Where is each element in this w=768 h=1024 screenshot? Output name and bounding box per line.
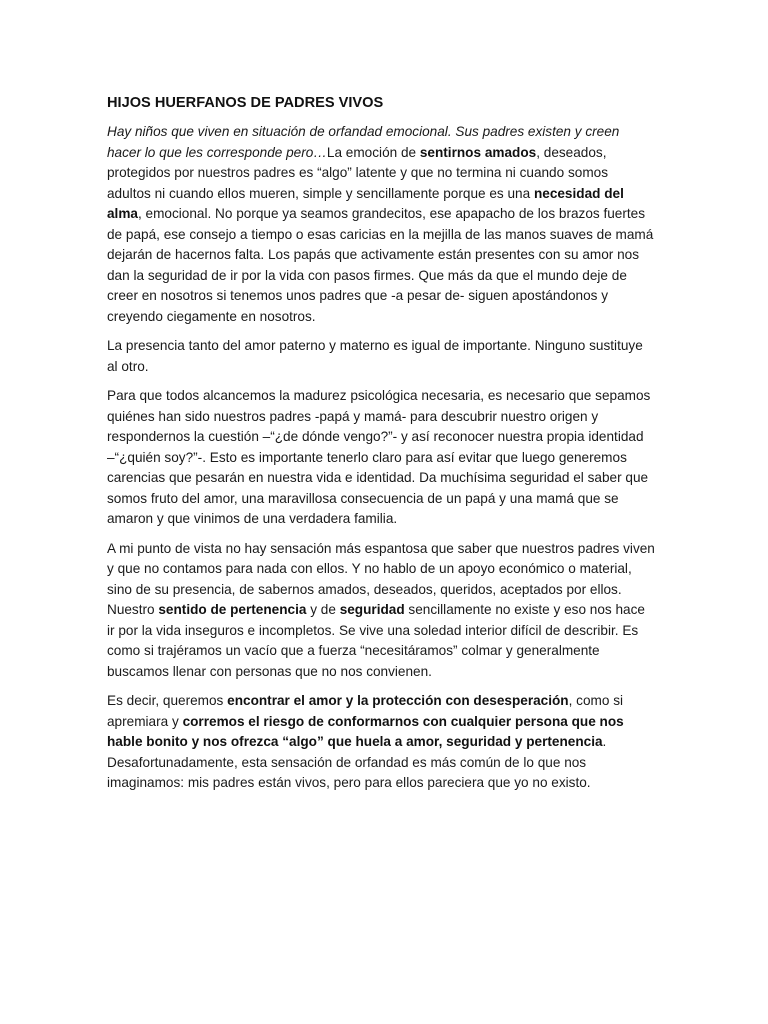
bold-corremos-el-riesgo: corremos el riesgo de conformarnos con cualquier persona que nos hable bonito y nos ofrezca “algo” que huela a amor, seguridad y pertenencia — [107, 713, 624, 749]
paragraph-4-text-3: sencillamente no existe y eso nos hace ir por la vida inseguros e incompletos. Se vive una soledad interior difícil de describir. Es como si trajéramos un vacío que a fuerza “necesitáramos” colmar y generalmente buscamos llenar con personas que no nos convienen. — [107, 602, 645, 679]
bold-sentirnos-amados: sentirnos amados — [419, 144, 537, 160]
paragraph-2: La presencia tanto del amor paterno y materno es igual de importante. Ninguno sustituye al otro. — [107, 338, 643, 374]
paragraph-5-text-3: . Desafortunadamente, esta sensación de orfandad es más común de lo que nos imaginamos: mis padres están vivos, pero para ellos pareciera que yo no existo. — [107, 734, 607, 790]
paragraph-5-text-2: , como si apremiara y — [107, 693, 624, 729]
bold-seguridad: seguridad — [339, 602, 405, 617]
document-body — [107, 92, 655, 803]
paragraph-4-text-2: y de — [306, 602, 340, 617]
paragraph-1-text-1: La emoción de — [326, 144, 420, 160]
paragraph-5 — [107, 691, 655, 794]
bold-necesidad-del-alma: necesidad del alma — [107, 185, 624, 221]
document-title: HIJOS HUERFANOS DE PADRES VIVOS — [107, 95, 384, 111]
paragraph-1-text-2: , deseados, protegidos por nuestros padres es “algo” latente y que no termina ni cuando somos adultos ni cuando ellos mueren, simple y sencillamente porque es una — [107, 144, 608, 201]
paragraph-1-text-3: , emocional. No porque ya seamos grandecitos, ese apapacho de los brazos fuertes de papá, ese consejo a tiempo o esas caricias en la mejilla de las manos suaves de mamá dejarán de hacernos falta. Los papás que activamente están presentes con su amor nos dan la seguridad de ir por la vida con pasos firmes. Que más da que el mundo deje de creer en nosotros si tenemos unos padres que -a pesar de- siguen apostándonos y creyendo ciegamente en nosotros. — [107, 206, 654, 324]
paragraph-1 — [107, 122, 655, 327]
bold-encontrar-el-amor: encontrar el amor y la protección con desesperación — [227, 693, 569, 708]
paragraph-3: Para que todos alcancemos la madurez psicológica necesaria, es necesario que sepamos quiénes han sido nuestros padres -papá y mamá- para descubrir nuestro origen y respondernos la cuestión –“¿de dónde vengo?”- y así reconocer nuestra propia identidad –“¿quién soy?”-. Esto es importante tenerlo claro para así evitar que luego generemos carencias que pesarán en nuestra vida e identidad. Da muchísima seguridad el saber que somos fruto del amor, una maravillosa consecuencia de un papá y una mamá que se amaron y que vinimos de una verdadera familia. — [107, 388, 651, 526]
paragraph-5-text-1: Es decir, queremos — [107, 693, 228, 708]
paragraph-4 — [107, 539, 655, 683]
paragraph-4-text-1: A mi punto de vista no hay sensación más espantosa que saber que nuestros padres viven y que no contamos para nada con ellos. Y no hablo de un apoyo económico o material, sino de su presencia, de sabernos amados, deseados, queridos, aceptados por ellos. Nuestro — [107, 540, 655, 617]
intro-italic-text: Hay niños que viven en situación de orfandad emocional. Sus padres existen y creen hacer lo que les corresponde pero… — [107, 124, 620, 160]
bold-sentido-de-pertenencia: sentido de pertenencia — [158, 602, 307, 617]
